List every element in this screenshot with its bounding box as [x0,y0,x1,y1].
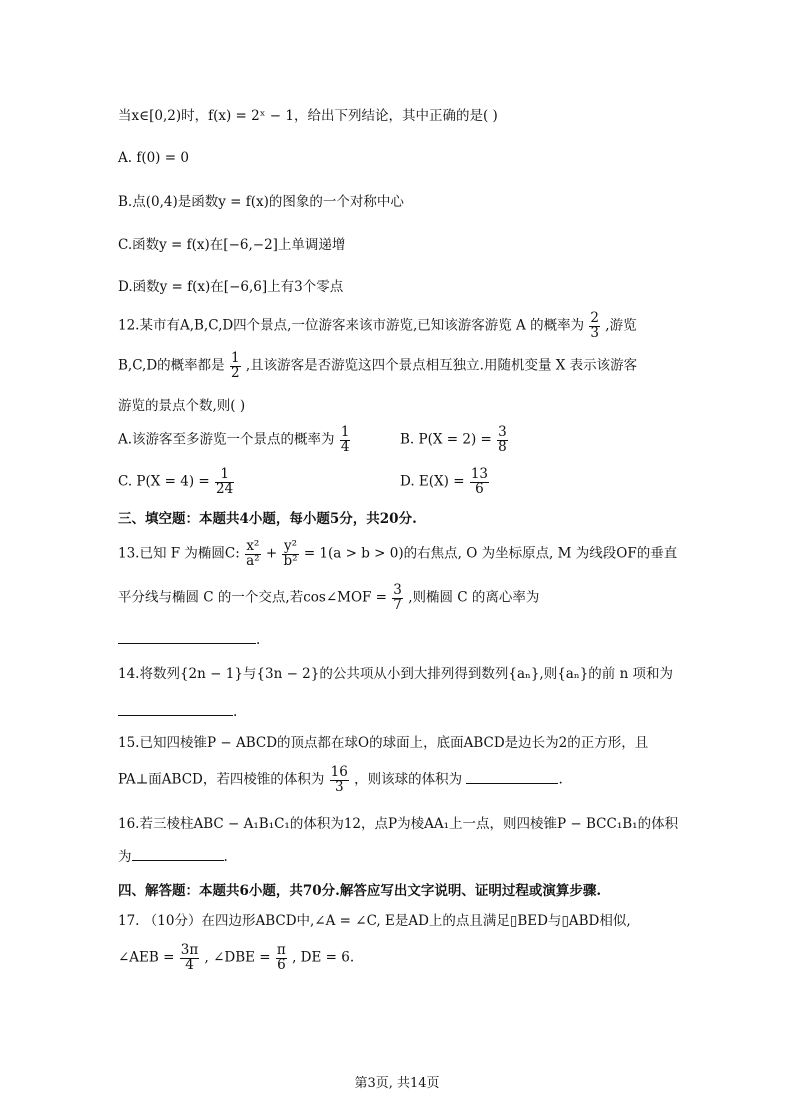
fraction-numerator: 13 [470,466,489,482]
q12-option-d [400,468,490,496]
q11-option-a: A. f(0) = 0 [118,150,189,166]
fraction-denominator: 8 [498,438,507,455]
q12-option-c-text: C. P(X = 4) = [118,473,210,490]
q14-line-2-tail: . [233,704,238,720]
q12-option-a-text: A.该游客至多游览一个景点的概率为 [118,431,335,448]
answer-blank[interactable] [118,715,233,716]
q12-line-1-text: 12.某市有A,B,C,D四个景点,一位游客来该市游览,已知该游客游览 A 的概率为 [118,317,585,334]
fraction-denominator: 6 [277,956,286,973]
fraction-denominator: 3 [590,324,599,341]
q12-option-b-fraction [497,426,508,454]
fraction-numerator: 1 [230,350,240,366]
fraction-denominator: b² [283,552,298,569]
fraction-denominator: a² [246,552,260,569]
fraction-numerator: 16 [330,764,348,780]
q14-line-1: 14.将数列{2n − 1}与{3n − 2}的公共项从小到大排列得到数列{aₙ},则{aₙ}的前 n 项和为 [118,666,674,682]
q17-aeb-head: ∠AEB = [118,949,175,966]
q11-option-c: C.函数y = f(x)在[−6,−2]上单调递增 [118,237,346,253]
section-3-heading: 三、填空题：本题共4小题，每小题5分，共20分. [118,511,417,527]
fraction-denominator: 3 [334,778,344,795]
q12-prob-bcd-fraction [230,352,241,380]
q16-line-1: 16.若三棱柱ABC − A₁B₁C₁的体积为12，点P为棱AA₁上一点，则四棱锥P − BCC₁B₁的体积 [118,816,679,832]
fraction-numerator: 3 [498,424,507,440]
fraction-denominator: 4 [185,956,194,973]
page-footer: 第3页, 共14页 [354,1076,440,1091]
fraction-numerator: 3 [393,582,402,598]
q11-stem: 当x∈[0,2)时，f(x) = 2ˣ − 1，给出下列结论，其中正确的是( ) [118,108,498,124]
answer-blank[interactable] [118,643,256,644]
q17-line-1: 17. （10分）在四边形ABCD中,∠A = ∠C, E是AD上的点且满足▯BED与▯ABD相似, [118,913,631,929]
q15-line-2-tail: ，则该球的体积为 [354,771,463,788]
q17-dbe-head: , ∠DBE = [204,949,271,966]
q13-y-fraction [282,540,298,568]
answer-blank[interactable] [132,860,224,861]
q13-line-2-tail: ,则椭圆 C 的离心率为 [408,589,540,606]
q13-x-fraction [245,540,260,568]
q13-cos-fraction [392,584,403,612]
q17-line-2 [118,944,354,972]
fraction-numerator: 3π [180,942,199,958]
q15-line-2-end: . [558,771,563,788]
fraction-numerator: 2 [590,310,599,326]
q12-prob-a-fraction [589,312,600,340]
q15-line-1: 15.已知四棱锥P − ABCD的顶点都在球O的球面上，底面ABCD是边长为2的正方形，且 [118,735,649,751]
q12-line-2 [118,352,637,380]
q12-option-a [118,426,351,454]
plus-sign: + [265,545,278,562]
q13-answer-line [118,634,260,648]
answer-blank[interactable] [466,783,558,784]
q13-line-1-head: 13.已知 F 为椭圆C: [118,545,240,562]
q12-option-d-text: D. E(X) = [400,473,465,490]
q17-aeb-fraction [180,944,199,972]
fraction-numerator: π [276,942,286,958]
q13-line-3-tail: . [256,632,261,648]
q11-option-b: B.点(0,4)是函数y = f(x)的图象的一个对称中心 [118,194,404,210]
q17-dbe-fraction [276,944,287,972]
q16-line-2 [118,851,228,865]
q12-option-c [118,468,235,496]
q13-line-1 [118,540,677,568]
q12-option-b [400,426,509,454]
section-4-heading: 四、解答题：本题共6小题，共70分.解答应写出文字说明、证明过程或演算步骤. [118,883,602,899]
q12-line-1-tail: ,游览 [605,317,637,334]
q11-option-d: D.函数y = f(x)在[−6,6]上有3个零点 [118,279,344,295]
q12-option-d-fraction [470,468,489,496]
q12-option-a-fraction [340,426,351,454]
q16-line-2-tail: . [223,849,228,865]
q13-line-2 [118,584,539,612]
q14-answer-line [118,706,237,720]
q12-line-2-head: B,C,D的概率都是 [118,357,225,374]
q17-tail: , DE = 6. [292,949,355,966]
fraction-denominator: 6 [475,480,484,497]
fraction-numerator: 1 [215,468,234,483]
q12-line-1 [118,312,637,340]
q15-line-2-head: PA⊥面ABCD，若四棱锥的体积为 [118,771,325,788]
q15-line-2 [118,766,563,794]
q15-volume-fraction [330,766,349,794]
fraction-denominator: 7 [393,596,402,613]
q12-line-2-tail: ,且该游客是否游览这四个景点相互独立.用随机变量 X 表示该游客 [245,357,638,374]
fraction-denominator: 2 [230,364,240,381]
fraction-numerator: x² [246,538,260,554]
q16-line-2-head: 为 [118,849,132,865]
q13-line-1-tail: = 1(a > b > 0)的右焦点, O 为坐标原点, M 为线段OF的垂直 [303,545,678,562]
fraction-denominator: 24 [216,480,234,497]
q13-line-2-head: 平分线与椭圆 C 的一个交点,若cos∠MOF = [118,589,387,606]
fraction-numerator: 1 [340,424,350,440]
q12-option-c-fraction [215,468,234,496]
q12-line-3: 游览的景点个数,则( ) [118,398,246,414]
fraction-denominator: 4 [340,438,350,455]
fraction-numerator: y² [283,538,298,554]
q12-option-b-text: B. P(X = 2) = [400,431,492,448]
